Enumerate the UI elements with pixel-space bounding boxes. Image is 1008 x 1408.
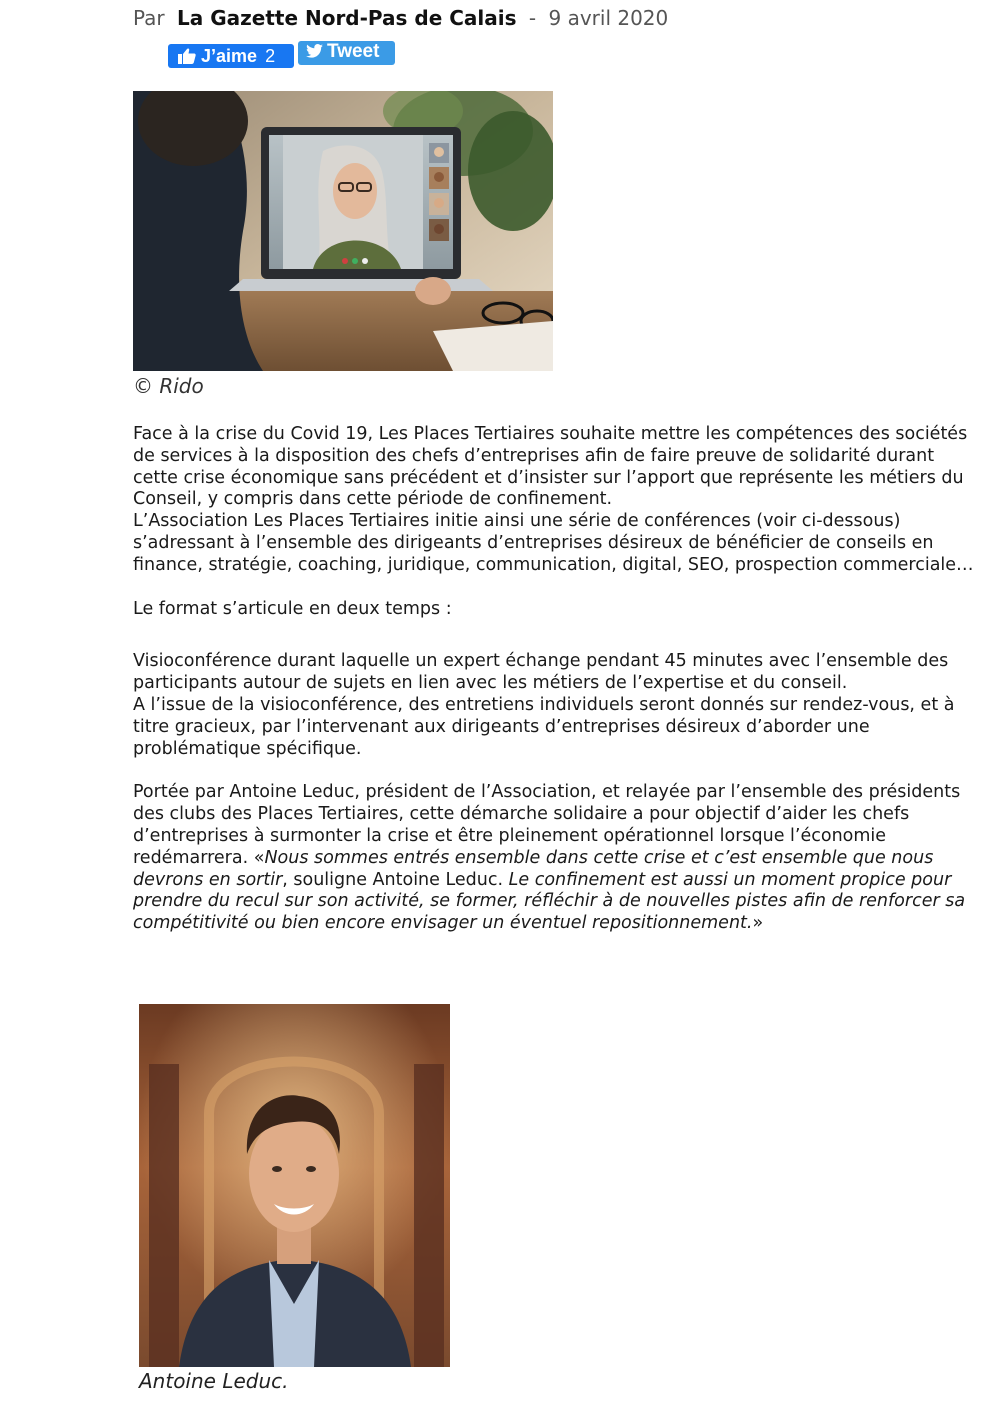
article-body — [133, 424, 979, 935]
byline-author[interactable]: La Gazette Nord-Pas de Calais — [177, 6, 517, 30]
tweet-label: Tweet — [327, 41, 380, 62]
quote-part-1: Nous sommes entrés ensemble dans cette crise et c’est ensemble que nous devrons en sortir — [133, 847, 934, 890]
paragraph-intro: Face à la crise du Covid 19, Les Places Tertiaires souhaite mettre les compétences des sociétés de services à la disposition des chefs d’entreprises afin de faire preuve de solidarité durant cette crise économique sans précédent et d’insister sur l’apport que représente les métiers du Conseil, y compris dans cette période de confinement. — [133, 424, 968, 510]
paragraph-format: Le format s’articule en deux temps : — [133, 598, 452, 619]
quote-close: » — [752, 913, 764, 934]
like-count: 2 — [265, 46, 276, 66]
quote-attribution: , souligne Antoine Leduc. — [282, 869, 509, 890]
thumbs-up-icon — [178, 48, 196, 64]
portrait-photo — [139, 1004, 450, 1367]
byline-separator: - — [528, 6, 537, 30]
like-label: J’aime — [201, 46, 258, 66]
quote-intro: Portée par Antoine Leduc, président de l’Association, et relayée par l’ensemble des présidents des clubs des Places Tertiaires, cette démarche solidaire a pour objectif d’aider les chefs d’entreprises à surmonter la crise et être pleinement opérationnel lorsque l’économie redémarrera. « — [133, 782, 961, 868]
facebook-like-button[interactable] — [168, 44, 294, 68]
portrait-image — [139, 1004, 450, 1367]
paragraph-entretiens: A l’issue de la visioconférence, des entretiens individuels seront donnés sur rendez-vous, et à titre gracieux, par l’intervenant aux dirigeants d’entreprises désireux d’aborder une problématique spécifique. — [133, 694, 955, 759]
paragraph-visioconference: Visioconférence durant laquelle un expert échange pendant 45 minutes avec l’ensemble des participants autour de sujets en lien avec les métiers de l’expertise et du conseil. — [133, 651, 949, 694]
videoconference-photo — [133, 91, 553, 371]
byline-date: 9 avril 2020 — [548, 6, 669, 30]
tweet-button[interactable] — [298, 41, 395, 65]
byline-prefix: Par — [133, 6, 165, 30]
quote-part-2: Le confinement est aussi un moment propice pour prendre du recul sur son activité, se former, réfléchir à de nouvelles pistes afin de renforcer sa compétitivité ou bien encore envisager un éventuel repositionnement. — [133, 869, 966, 934]
article-photo-videoconference — [133, 91, 553, 371]
paragraph-association: L’Association Les Places Tertiaires initie ainsi une série de conférences (voir ci-dessous) s’adressant à l’ensemble des dirigeants d’entreprises désireux de bénéficier de conseils en finance, stratégie, coaching, juridique, communication, digital, SEO, prospection commerciale… — [133, 511, 974, 575]
twitter-bird-icon — [306, 44, 323, 58]
photo-credit: © Rido — [133, 374, 204, 398]
article-byline — [133, 4, 668, 32]
portrait-caption: Antoine Leduc. — [139, 1369, 289, 1393]
paragraph-quote — [133, 782, 979, 935]
